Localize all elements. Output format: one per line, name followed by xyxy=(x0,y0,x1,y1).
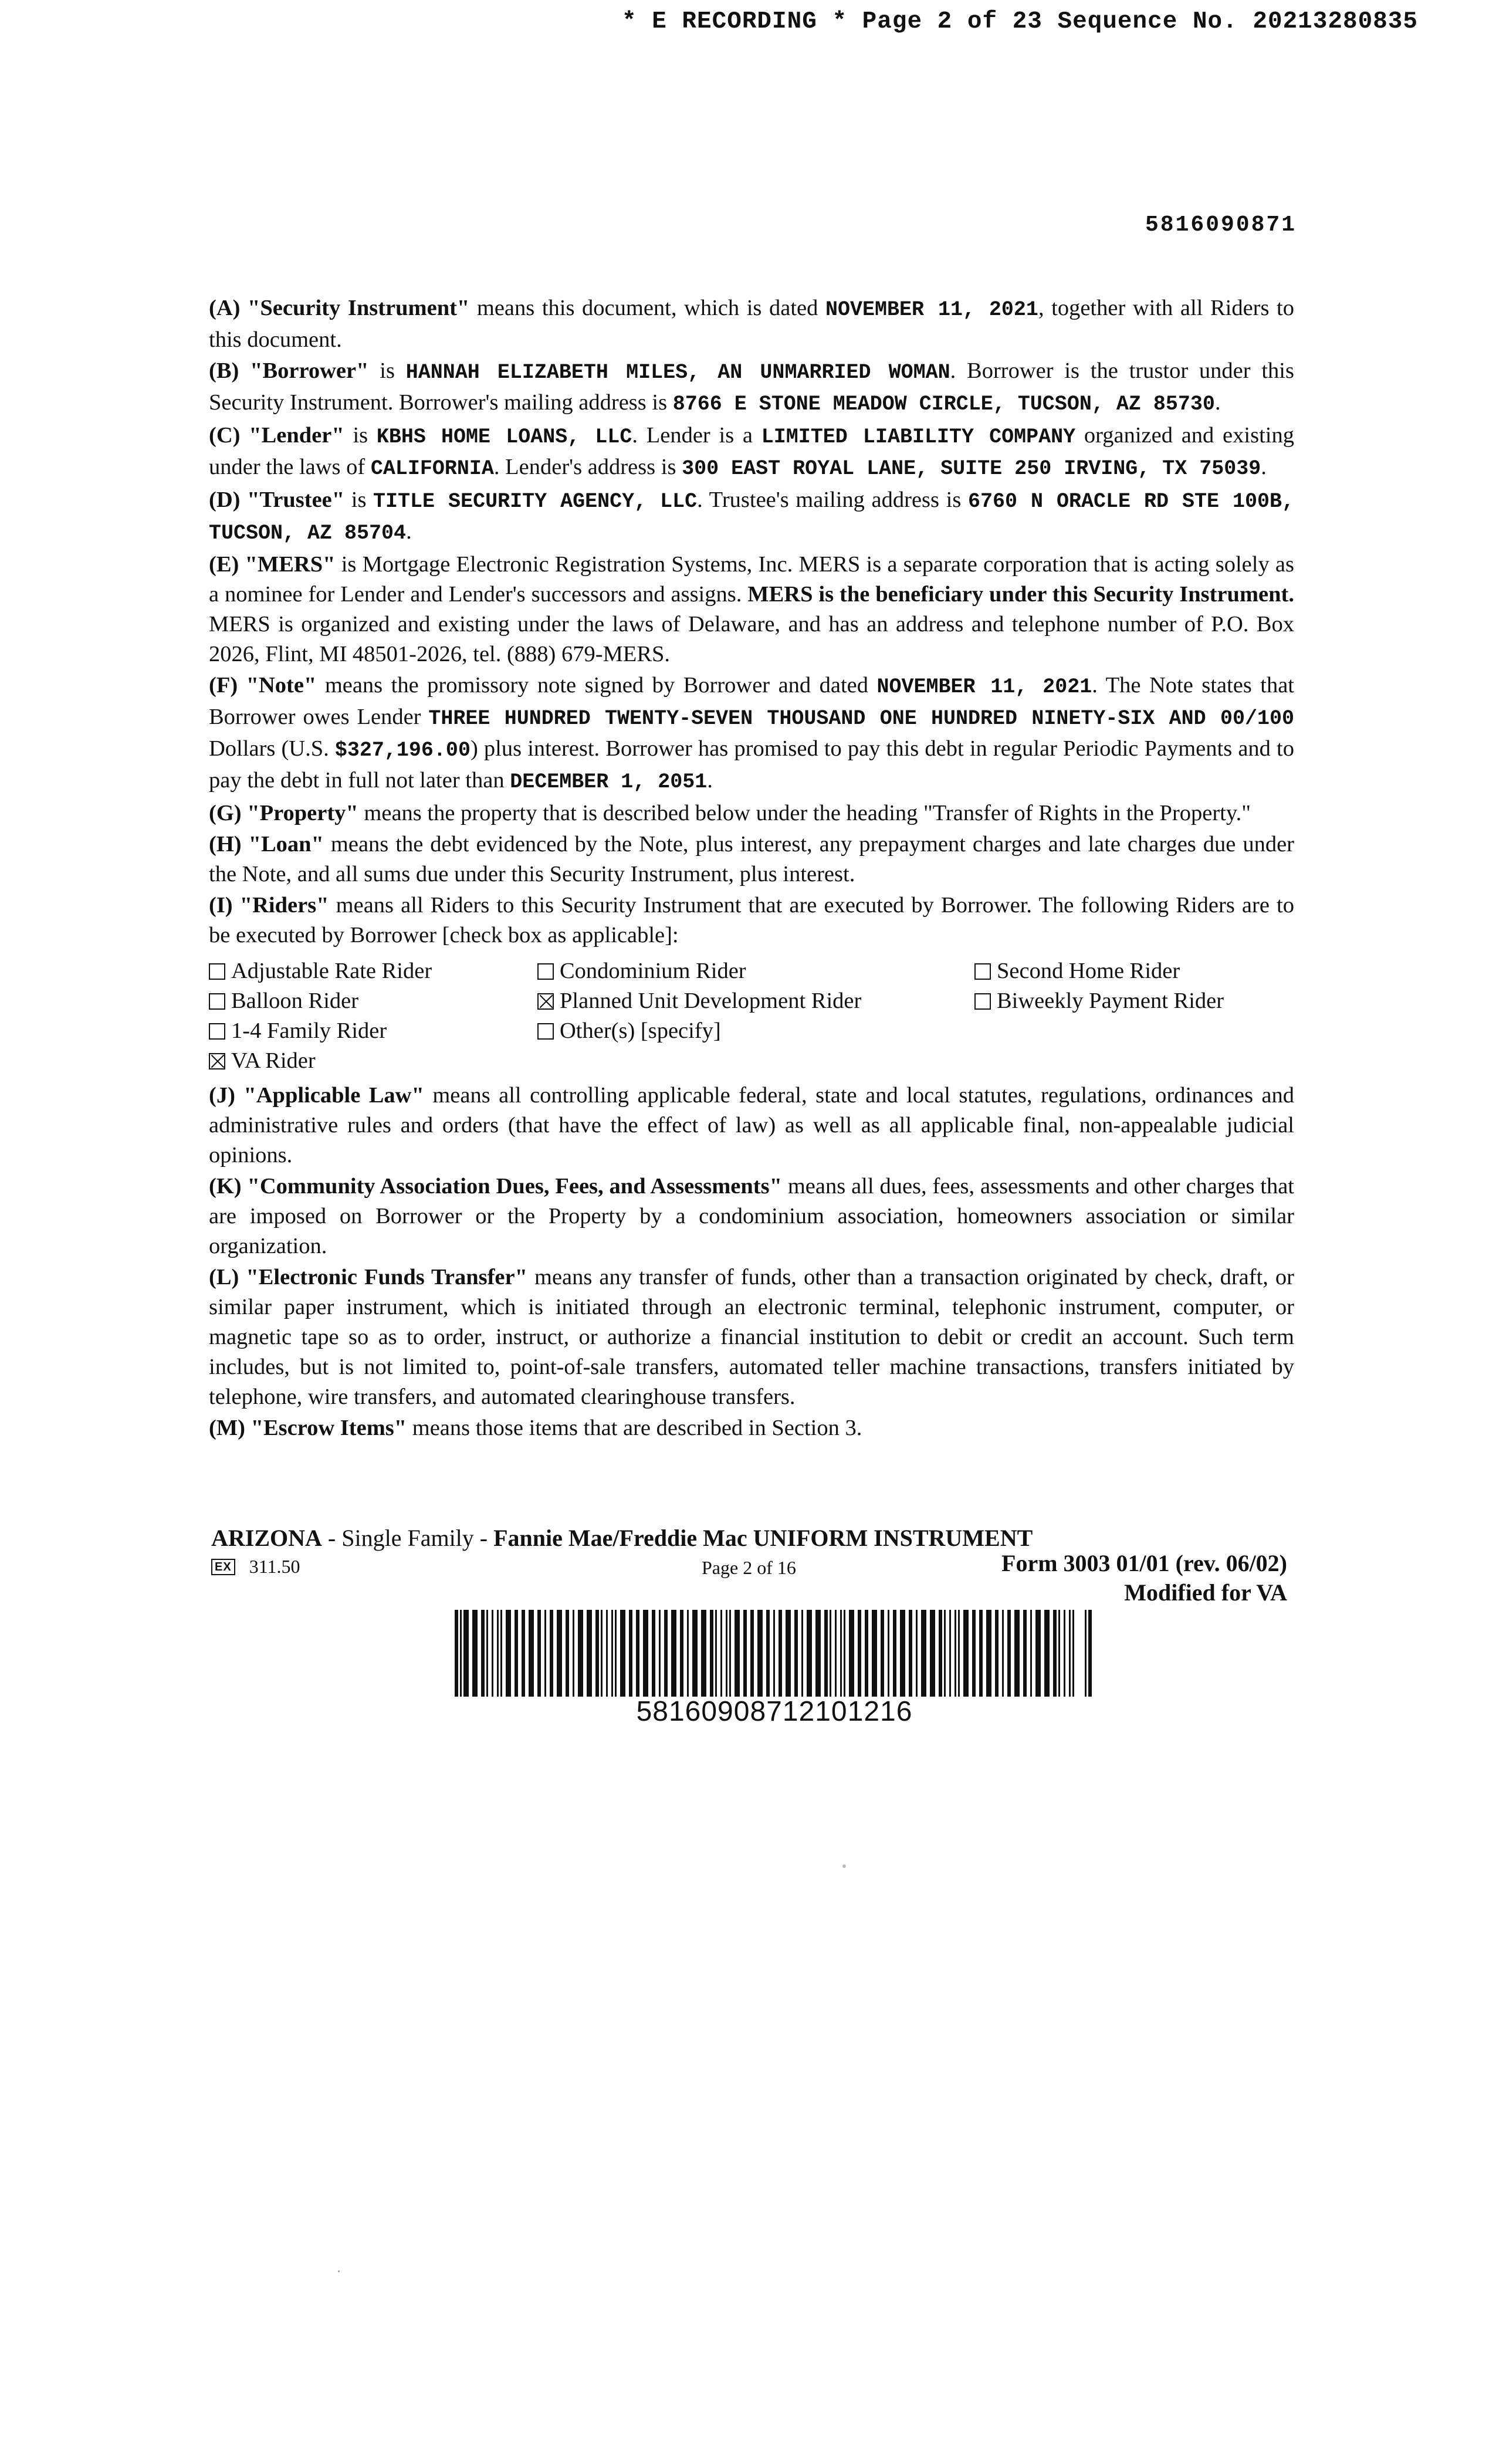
barcode-bar xyxy=(995,1610,999,1697)
barcode-bar xyxy=(815,1610,821,1697)
note-amount: $327,196.00 xyxy=(334,739,471,762)
rider-1-4-family[interactable] xyxy=(209,1016,537,1046)
barcode-bar xyxy=(1007,1610,1011,1697)
barcode-bar xyxy=(849,1610,854,1697)
rider-label: 1-4 Family Rider xyxy=(231,1018,387,1043)
barcode-bar xyxy=(1085,1610,1087,1697)
barcode-bar xyxy=(1088,1610,1092,1697)
barcode-bar xyxy=(522,1610,525,1697)
note-amount-words: THREE HUNDRED TWENTY-SEVEN THOUSAND ONE HUNDRED NINETY-SIX AND 00/100 xyxy=(428,707,1294,730)
barcode-bar xyxy=(537,1610,541,1697)
lender-address: 300 EAST ROYAL LANE, SUITE 250 IRVING, TX 75039 xyxy=(682,457,1261,480)
barcode-bar xyxy=(1058,1610,1060,1697)
barcode-bar xyxy=(939,1610,942,1697)
barcode-bar xyxy=(720,1610,722,1697)
section-k-label: (K) "Community Association Dues, Fees, and Assessments" xyxy=(209,1174,782,1199)
barcode-bar xyxy=(620,1610,625,1697)
barcode-bar xyxy=(773,1610,775,1697)
barcode-bar xyxy=(949,1610,951,1697)
section-a-label: (A) "Security Instrument" xyxy=(209,296,470,320)
scan-speck xyxy=(338,2270,340,2272)
section-h-label: (H) "Loan" xyxy=(209,832,324,857)
barcode-bar xyxy=(893,1610,896,1697)
barcode-bar xyxy=(544,1610,546,1697)
barcode-bar xyxy=(972,1610,976,1697)
section-d-label: (D) "Trustee" xyxy=(209,488,345,512)
section-e-label: (E) "MERS" xyxy=(209,552,336,577)
barcode-bar xyxy=(629,1610,632,1697)
barcode-bar xyxy=(750,1610,754,1697)
rider-label: Biweekly Payment Rider xyxy=(997,989,1224,1013)
recording-header: * E RECORDING * Page 2 of 23 Sequence No. 20213280835 xyxy=(622,8,1419,35)
barcode-bar xyxy=(900,1610,905,1697)
footer-instrument-name: Fannie Mae/Freddie Mac UNIFORM INSTRUMENT xyxy=(493,1525,1033,1551)
barcode-bar xyxy=(573,1610,574,1697)
checkbox[interactable] xyxy=(974,963,991,980)
instrument-date: NOVEMBER 11, 2021 xyxy=(825,298,1038,321)
barcode-bar xyxy=(909,1610,912,1697)
barcode-bar xyxy=(807,1610,812,1697)
barcode-bar xyxy=(687,1610,689,1697)
barcode-bar xyxy=(481,1610,485,1697)
barcode-bar xyxy=(824,1610,828,1697)
barcode-bar xyxy=(801,1610,803,1697)
checkbox[interactable] xyxy=(209,993,225,1010)
section-i: (I) "Riders" means all Riders to this Security Instrument that are executed by Borrower. The following Riders are to be executed by Borrower [check box as applicable]: xyxy=(209,893,1294,947)
barcode-bar xyxy=(557,1610,562,1697)
barcode-bar xyxy=(701,1610,706,1697)
barcode-bar xyxy=(529,1610,534,1697)
barcode-bar xyxy=(664,1610,668,1697)
barcode-bar xyxy=(830,1610,831,1697)
rider-biweekly-payment[interactable] xyxy=(974,986,1280,1016)
barcode-bar xyxy=(455,1610,458,1697)
barcode-bar xyxy=(500,1610,502,1697)
checkbox[interactable] xyxy=(974,993,991,1010)
barcode-bar xyxy=(944,1610,946,1697)
barcode-bar xyxy=(715,1610,717,1697)
form-ref-number: 311.50 xyxy=(249,1556,300,1577)
note-date: NOVEMBER 11, 2021 xyxy=(876,675,1092,699)
barcode-bar xyxy=(779,1610,782,1697)
barcode-bar xyxy=(636,1610,639,1697)
barcode xyxy=(455,1610,1094,1697)
section-c: (C) "Lender" is KBHS HOME LOANS, LLC. Lender is a LIMITED LIABILITY COMPANY organized and existing under the laws of CALIFORNIA. Lender's address is 300 EAST ROYAL LANE, SUITE 250 IRVING, TX 75039. xyxy=(209,423,1294,480)
checkbox[interactable] xyxy=(209,963,225,980)
borrower-address: 8766 E STONE MEADOW CIRCLE, TUCSON, AZ 85730 xyxy=(672,392,1215,416)
barcode-bar xyxy=(1023,1610,1027,1697)
form-code-icon: EX xyxy=(211,1559,235,1575)
barcode-bar xyxy=(497,1610,499,1697)
footer-state: ARIZONA xyxy=(211,1525,322,1551)
rider-label: VA Rider xyxy=(231,1048,316,1073)
barcode-bar xyxy=(743,1610,747,1697)
barcode-bar xyxy=(1072,1610,1074,1697)
section-b: (B) "Borrower" is HANNAH ELIZABETH MILES, AN UNMARRIED WOMAN. Borrower is the trustor under this Security Instrument. Borrower's mailing address is 8766 E STONE MEADOW CIRCLE, TUCSON, AZ 85730. xyxy=(209,358,1294,416)
scan-speck xyxy=(842,1864,846,1868)
barcode-bar xyxy=(680,1610,683,1697)
section-f-label: (F) "Note" xyxy=(209,673,317,698)
barcode-bar xyxy=(1064,1610,1065,1697)
checkbox[interactable] xyxy=(209,1023,225,1040)
barcode-bar xyxy=(595,1610,599,1697)
checkbox-checked[interactable] xyxy=(209,1053,225,1069)
barcode-bar xyxy=(710,1610,713,1697)
mers-beneficiary-statement: MERS is the beneficiary under this Security Instrument. xyxy=(747,582,1294,607)
barcode-bar xyxy=(835,1610,837,1697)
barcode-bar xyxy=(550,1610,553,1697)
section-h: (H) "Loan" means the debt evidenced by the Note, plus interest, any prepayment charges and late charges due under the Note, and all sums due under this Security Instrument, plus interest. xyxy=(209,832,1294,886)
section-c-label: (C) "Lender" xyxy=(209,423,344,448)
barcode-bar xyxy=(958,1610,960,1697)
barcode-bar xyxy=(930,1610,935,1697)
barcode-bar xyxy=(1069,1610,1071,1697)
borrower-name: HANNAH ELIZABETH MILES, AN UNMARRIED WOMAN xyxy=(405,361,950,384)
checkbox[interactable] xyxy=(537,1023,554,1040)
section-i-label: (I) "Riders" xyxy=(209,893,329,918)
barcode-bar xyxy=(921,1610,926,1697)
barcode-bar xyxy=(735,1610,740,1697)
section-g: (G) "Property" means the property that is described below under the heading "Transfer of Rights in the Property." xyxy=(209,801,1251,825)
barcode-bar xyxy=(615,1610,617,1697)
barcode-bar xyxy=(729,1610,731,1697)
section-l-label: (L) "Electronic Funds Transfer" xyxy=(209,1265,527,1289)
barcode-bar xyxy=(844,1610,845,1697)
barcode-bar xyxy=(1053,1610,1057,1697)
trustee-address: 6760 N ORACLE RD STE 100B, TUCSON, AZ 85704 xyxy=(209,490,1294,545)
section-j: (J) "Applicable Law" means all controlling applicable federal, state and local statutes, regulations, ordinances and administrative rules and orders (that have the effect of law) as well as all applicable final, non-appealable judicial opinions. xyxy=(209,1083,1294,1167)
rider-other[interactable] xyxy=(537,1016,974,1046)
rider-label: Adjustable Rate Rider xyxy=(231,959,432,983)
barcode-bar xyxy=(506,1610,511,1697)
form-modified-note: Modified for VA xyxy=(1124,1579,1287,1606)
form-number: Form 3003 01/01 (rev. 06/02) xyxy=(1001,1550,1287,1576)
section-d: (D) "Trustee" is TITLE SECURITY AGENCY, LLC. Trustee's mailing address is 6760 N ORACLE RD STE 100B, TUCSON, AZ 85704. xyxy=(209,488,1294,545)
barcode-bar xyxy=(979,1610,983,1697)
rider-adjustable-rate[interactable] xyxy=(209,956,537,986)
barcode-bar xyxy=(766,1610,770,1697)
rider-label: Planned Unit Development Rider xyxy=(560,989,862,1013)
barcode-bar xyxy=(963,1610,969,1697)
barcode-bar xyxy=(578,1610,583,1697)
rider-label: Other(s) [specify] xyxy=(560,1018,721,1043)
barcode-bar xyxy=(659,1610,661,1697)
section-a: (A) "Security Instrument" means this document, which is dated NOVEMBER 11, 2021, together with all Riders to this document. xyxy=(209,296,1294,352)
barcode-bar xyxy=(858,1610,861,1697)
maturity-date: DECEMBER 1, 2051 xyxy=(510,770,708,794)
lender-name: KBHS HOME LOANS, LLC xyxy=(376,425,632,449)
section-b-label: (B) "Borrower" xyxy=(209,358,369,383)
barcode-bar xyxy=(492,1610,493,1697)
barcode-bar xyxy=(955,1610,956,1697)
barcode-bar xyxy=(916,1610,918,1697)
barcode-bar xyxy=(794,1610,798,1697)
barcode-bar xyxy=(1002,1610,1004,1697)
barcode-text: 58160908712101216 xyxy=(636,1696,913,1727)
rider-planned-unit-development[interactable] xyxy=(537,986,974,1016)
barcode-bar xyxy=(515,1610,518,1697)
barcode-bar xyxy=(865,1610,868,1697)
barcode-bar xyxy=(840,1610,842,1697)
rider-label: Second Home Rider xyxy=(997,959,1180,983)
footer-page-number: Page 2 of 16 xyxy=(702,1557,796,1578)
checkbox[interactable] xyxy=(537,963,554,980)
barcode-bar xyxy=(643,1610,648,1697)
document-body xyxy=(209,293,1294,1444)
checkbox-checked[interactable] xyxy=(537,993,554,1010)
section-e: (E) "MERS" is Mortgage Electronic Registration Systems, Inc. MERS is a separate corporation that is acting solely as a nominee for Lender and Lender's successors and assigns. MERS is the beneficiary under this Security Instrument. MERS is organized and existing under the laws of Delaware, and has an address and telephone number of P.O. Box 2026, Flint, MI 48501-2026, tel. (888) 679-MERS. xyxy=(209,552,1294,666)
barcode-bar xyxy=(587,1610,592,1697)
section-j-label: (J) "Applicable Law" xyxy=(209,1083,424,1108)
barcode-bar xyxy=(606,1610,608,1697)
barcode-bar xyxy=(757,1610,763,1697)
barcode-bar xyxy=(726,1610,727,1697)
barcode-bar xyxy=(671,1610,676,1697)
lender-state: CALIFORNIA xyxy=(370,457,494,480)
rider-label: Condominium Rider xyxy=(560,959,746,983)
barcode-bar xyxy=(1014,1610,1020,1697)
section-g-label: (G) "Property" xyxy=(209,801,358,825)
barcode-bar xyxy=(1035,1610,1041,1697)
footer-form-ref xyxy=(211,1556,300,1578)
barcode-bar xyxy=(692,1610,698,1697)
barcode-bar xyxy=(463,1610,469,1697)
barcode-bar xyxy=(652,1610,655,1697)
section-l: (L) "Electronic Funds Transfer" means any transfer of funds, other than a transaction originated by check, draft, or similar paper instrument, which is initiated through an electronic terminal, telephonic instrument, computer, or magnetic tape so as to order, instruct, or authorize a financial institution to debit or credit an account. Such term includes, but is not limited to, point-of-sale transfers, automated teller machine transactions, transfers initiated by telephone, wire transfers, and automated clearinghouse transfers. xyxy=(209,1265,1294,1409)
barcode-bar xyxy=(1030,1610,1032,1697)
rider-condominium[interactable] xyxy=(537,956,974,986)
rider-label: Balloon Rider xyxy=(231,989,359,1013)
loan-number: 5816090871 xyxy=(1145,212,1297,238)
barcode-bar xyxy=(786,1610,791,1697)
section-m: (M) "Escrow Items" means those items that are described in Section 3. xyxy=(209,1416,862,1440)
rider-balloon[interactable] xyxy=(209,986,537,1016)
barcode-bar xyxy=(472,1610,478,1697)
lender-type: LIMITED LIABILITY COMPANY xyxy=(761,425,1076,449)
barcode-bar xyxy=(881,1610,884,1697)
section-f: (F) "Note" means the promissory note signed by Borrower and dated NOVEMBER 11, 2021. The Note states that Borrower owes Lender THREE HUNDRED TWENTY-SEVEN THOUSAND ONE HUNDRED NINETY-SIX AND 00/100 Dollars (U.S. $327,196.00) plus interest. Borrower has promised to pay this debt in regular Periodic Payments and to pay the debt in full not later than DECEMBER 1, 2051. xyxy=(209,673,1295,794)
rider-va[interactable] xyxy=(209,1046,537,1076)
section-k: (K) "Community Association Dues, Fees, and Assessments" means all dues, fees, assessments and other charges that are imposed on Borrower or the Property by a condominium association, homeowners association or similar organization. xyxy=(209,1174,1294,1258)
footer-title: ARIZONA - Single Family - Fannie Mae/Freddie Mac UNIFORM INSTRUMENT xyxy=(211,1525,1033,1551)
riders-checklist xyxy=(209,956,1294,1076)
footer-form-number xyxy=(1001,1549,1287,1607)
barcode-bar xyxy=(486,1610,488,1697)
barcode-bar xyxy=(1044,1610,1050,1697)
trustee-name: TITLE SECURITY AGENCY, LLC xyxy=(373,490,698,513)
barcode-bar xyxy=(566,1610,569,1697)
barcode-bar xyxy=(888,1610,889,1697)
barcode-bar xyxy=(611,1610,613,1697)
barcode-bar xyxy=(986,1610,991,1697)
barcode-bar xyxy=(872,1610,877,1697)
rider-empty-cell xyxy=(974,1016,1280,1046)
section-m-label: (M) "Escrow Items" xyxy=(209,1416,407,1440)
rider-second-home[interactable] xyxy=(974,956,1280,986)
barcode-bar xyxy=(601,1610,603,1697)
barcode-bar xyxy=(460,1610,462,1697)
